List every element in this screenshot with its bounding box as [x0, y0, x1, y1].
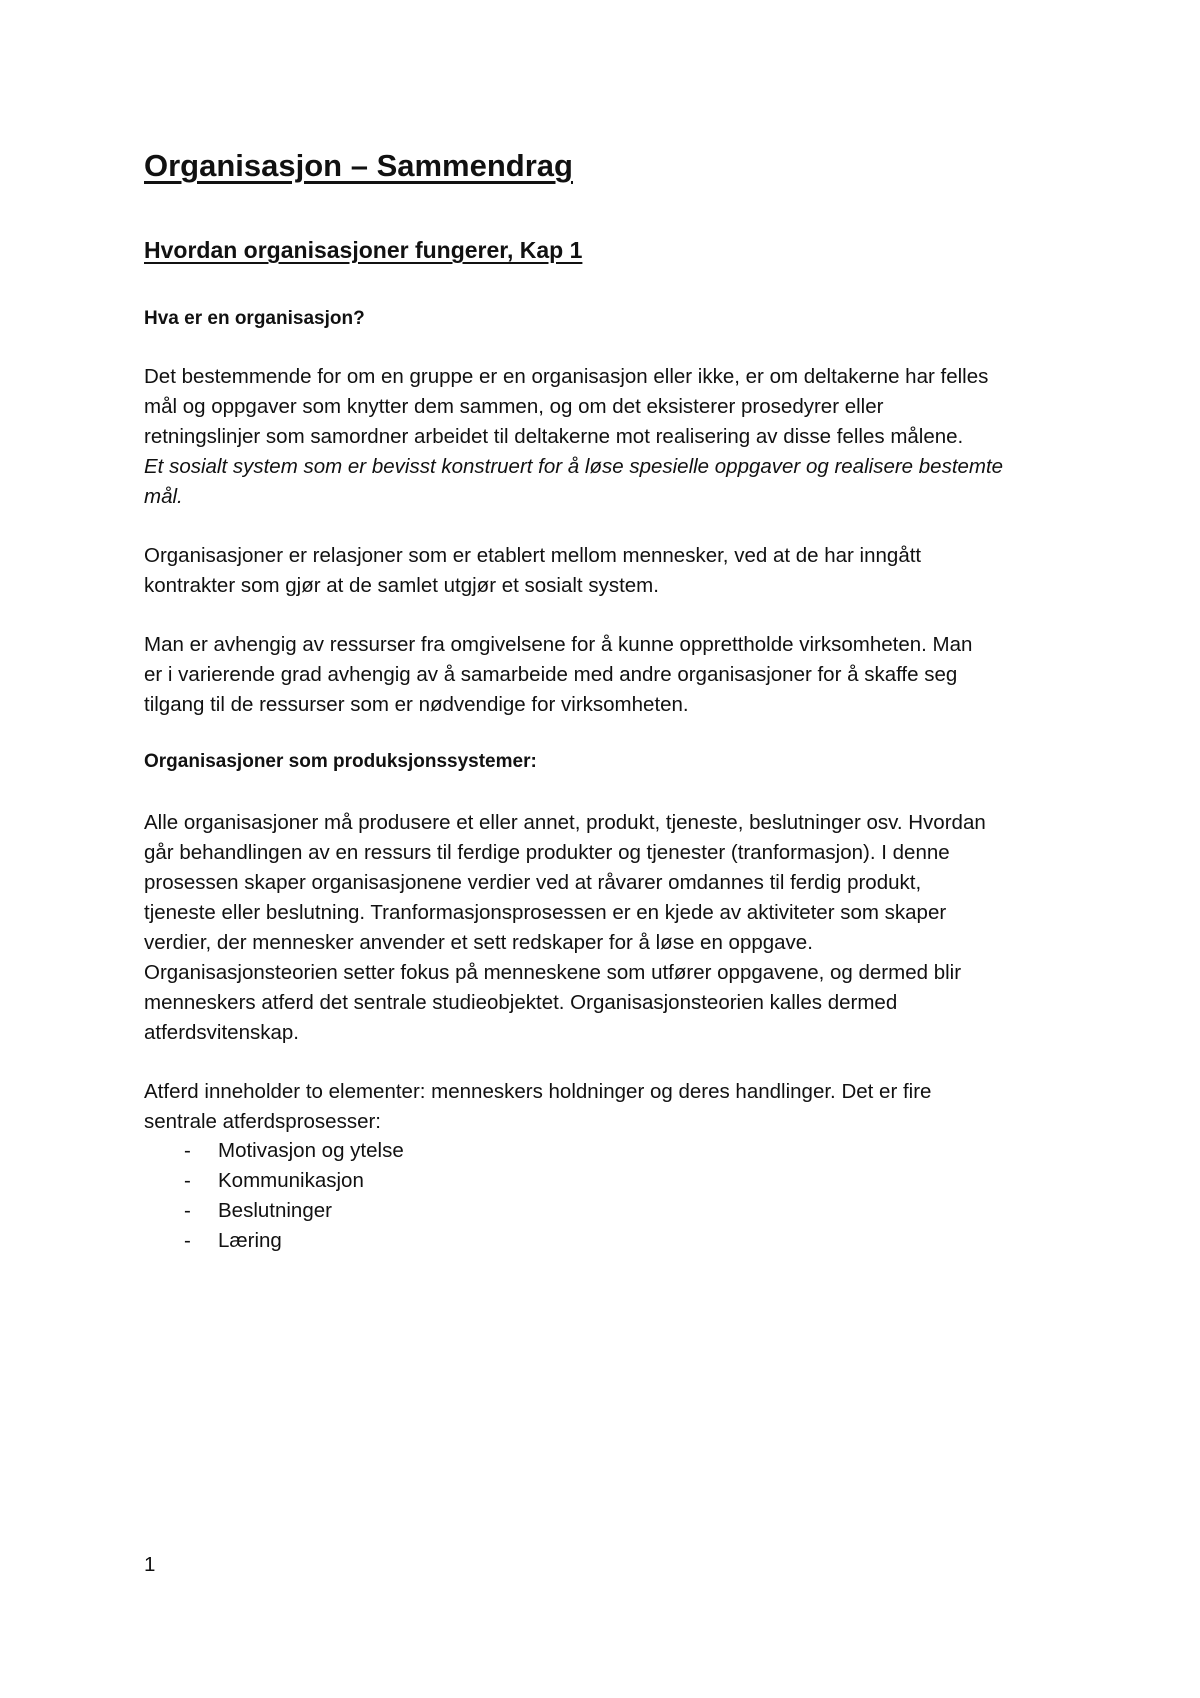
text-line: mål og oppgaver som knytter dem sammen, og om det eksisterer prosedyrer eller: [144, 395, 884, 418]
text-line: menneskers atferd det sentrale studieobjektet. Organisasjonsteorien kalles dermed: [144, 991, 898, 1014]
list-item-label: Beslutninger: [218, 1199, 332, 1222]
text-line: kontrakter som gjør at de samlet utgjør et sosialt system.: [144, 574, 659, 597]
text-line: Organisasjonsteorien setter fokus på menneskene som utfører oppgavene, og dermed blir: [144, 961, 962, 984]
text-line: Atferd inneholder to elementer: menneskers holdninger og deres handlinger. Det er fire: [144, 1080, 932, 1103]
section-heading-what-is-organisation: Hva er en organisasjon?: [144, 308, 365, 329]
chapter-heading: Hvordan organisasjoner fungerer, Kap 1: [144, 237, 583, 263]
list-bullet-dash: -: [184, 1199, 191, 1222]
text-line: atferdsvitenskap.: [144, 1021, 299, 1044]
paragraph-definition: [144, 362, 1079, 512]
text-line: er i varierende grad avhengig av å samarbeide med andre organisasjoner for å skaffe seg: [144, 663, 958, 686]
page-number: 1: [144, 1553, 156, 1576]
list-item: [144, 1136, 404, 1166]
text-line: prosessen skaper organisasjonene verdier ved at råvarer omdannes til ferdig produkt,: [144, 871, 922, 894]
paragraph-behaviour: [144, 1077, 1079, 1137]
text-line: går behandlingen av en ressurs til ferdige produkter og tjenester (tranformasjon). I denne: [144, 841, 950, 864]
text-line: tilgang til de ressurser som er nødvendige for virksomheten.: [144, 693, 689, 716]
paragraph-relations: [144, 541, 1079, 601]
text-line: Det bestemmende for om en gruppe er en organisasjon eller ikke, er om deltakerne har felles: [144, 365, 989, 388]
behaviour-process-list: [144, 1136, 404, 1256]
text-line: sentrale atferdsprosesser:: [144, 1110, 382, 1133]
text-line: Alle organisasjoner må produsere et eller annet, produkt, tjeneste, beslutninger osv. Hvordan: [144, 811, 986, 834]
text-line: verdier, der mennesker anvender et sett redskaper for å løse en oppgave.: [144, 931, 813, 954]
list-bullet-dash: -: [184, 1169, 191, 1192]
paragraph-resources: [144, 630, 1079, 720]
document-title: Organisasjon – Sammendrag: [144, 148, 573, 183]
text-line: retningslinjer som samordner arbeidet til deltakerne mot realisering av disse felles målene.: [144, 425, 964, 448]
list-item: [144, 1196, 404, 1226]
list-item-label: Motivasjon og ytelse: [218, 1139, 404, 1162]
text-line: Man er avhengig av ressurser fra omgivelsene for å kunne opprettholde virksomheten. Man: [144, 633, 973, 656]
italic-definition-line: mål.: [144, 485, 183, 508]
list-bullet-dash: -: [184, 1229, 191, 1252]
list-item: [144, 1166, 404, 1196]
italic-definition-line: Et sosialt system som er bevisst konstruert for å løse spesielle oppgaver og realisere bestemte: [144, 455, 1004, 478]
list-item: [144, 1226, 404, 1256]
list-item-label: Kommunikasjon: [218, 1169, 364, 1192]
text-line: tjeneste eller beslutning. Tranformasjonsprosessen er en kjede av aktiviteter som skaper: [144, 901, 947, 924]
list-bullet-dash: -: [184, 1139, 191, 1162]
list-item-label: Læring: [218, 1229, 282, 1252]
section-heading-production-systems: Organisasjoner som produksjonssystemer:: [144, 751, 537, 772]
text-line: Organisasjoner er relasjoner som er etablert mellom mennesker, ved at de har inngått: [144, 544, 922, 567]
paragraph-production: [144, 808, 1079, 1048]
